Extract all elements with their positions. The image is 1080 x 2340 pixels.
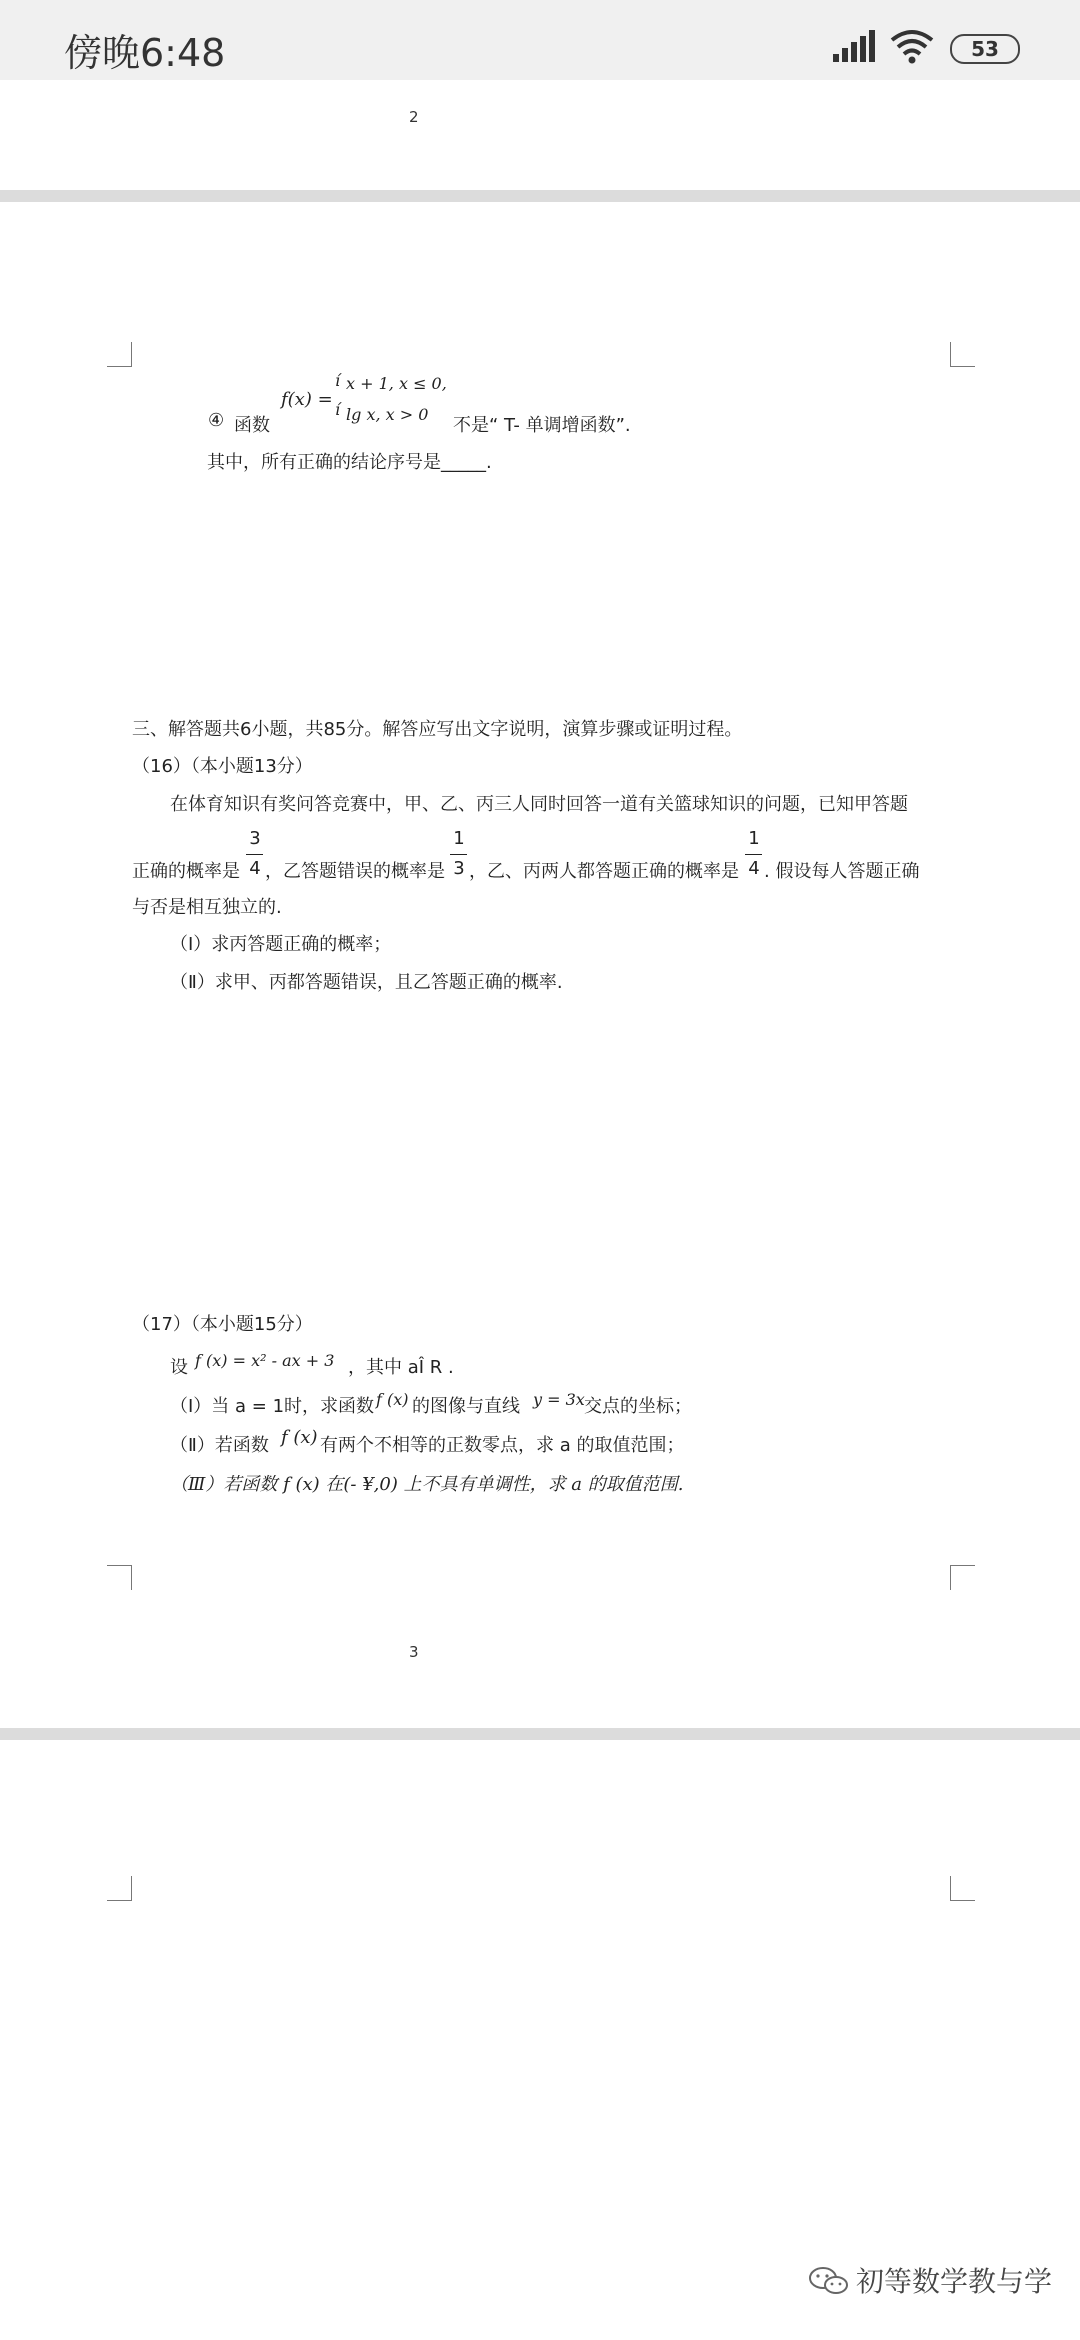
- status-time: 傍晚6:48: [64, 31, 226, 75]
- math-expression: y = 3x: [533, 1390, 585, 1409]
- answer-prompt: 其中，所有正确的结论序号是_____.: [207, 452, 492, 473]
- item-label: 函数: [234, 415, 270, 436]
- fraction-numerator: 1: [453, 828, 465, 849]
- question-16-text: 正确的概率是: [132, 861, 240, 882]
- crop-mark: [950, 1876, 975, 1901]
- page-number: 3: [409, 1643, 419, 1661]
- question-16-part-2: （Ⅱ）求甲、丙都答题错误，且乙答题正确的概率.: [170, 972, 563, 993]
- function-brace: í: [335, 400, 341, 419]
- math-expression: f (x): [281, 1427, 318, 1448]
- page-number: 2: [409, 108, 419, 126]
- cellular-signal-icon: [833, 30, 877, 62]
- fraction-bar: [246, 854, 263, 855]
- crop-mark: [950, 342, 975, 367]
- function-fx: f(x) =: [281, 389, 333, 410]
- piecewise-case-2: lg x, x > 0: [346, 405, 429, 424]
- question-17-header: （17）（本小题15分）: [132, 1314, 313, 1335]
- crop-mark: [950, 1565, 975, 1590]
- question-16-header: （16）（本小题13分）: [132, 756, 313, 777]
- question-16-text: ，乙、丙两人都答题正确的概率是: [469, 861, 739, 882]
- crop-mark: [107, 1565, 132, 1590]
- status-bar: [0, 0, 1080, 80]
- watermark: 初等数学教与学: [856, 2265, 1053, 2298]
- battery-indicator: 53: [950, 34, 1020, 64]
- item-marker: ④: [208, 410, 225, 431]
- question-17-part-1: 的图像与直线: [412, 1396, 520, 1417]
- question-16-text: . 假设每人答题正确: [764, 861, 920, 882]
- wifi-icon: [888, 28, 936, 64]
- fraction-bar: [745, 854, 762, 855]
- question-17-part-1: （Ⅰ）当 a = 1时，求函数: [170, 1396, 375, 1417]
- fraction-denominator: 3: [453, 858, 465, 879]
- fraction-denominator: 4: [249, 858, 261, 879]
- question-17-part-2: （Ⅱ）若函数: [170, 1435, 269, 1456]
- fraction-numerator: 3: [249, 828, 261, 849]
- math-expression: f (x) = x² - ax + 3: [195, 1351, 335, 1370]
- math-expression: f (x): [376, 1390, 409, 1409]
- question-16-text: 在体育知识有奖问答竞赛中，甲、乙、丙三人同时回答一道有关篮球知识的问题，已知甲答题: [170, 794, 908, 815]
- crop-mark: [107, 1876, 132, 1901]
- wechat-icon: [808, 2266, 850, 2296]
- piecewise-case-1: x + 1, x ≤ 0,: [346, 374, 447, 393]
- function-brace: í: [335, 371, 341, 390]
- question-17-part-2: 有两个不相等的正数零点，求 a 的取值范围；: [320, 1435, 685, 1456]
- page-separator: [0, 1728, 1080, 1740]
- question-17-part-3: （Ⅲ）若函数 f (x) 在(- ¥,0) 上不具有单调性，求 a 的取值范围.: [170, 1474, 684, 1495]
- fraction-numerator: 1: [748, 828, 760, 849]
- fraction-denominator: 4: [748, 858, 760, 879]
- section-heading: 三、解答题共6小题，共85分。解答应写出文字说明，演算步骤或证明过程。: [132, 719, 743, 740]
- crop-mark: [107, 342, 132, 367]
- fraction-bar: [450, 854, 467, 855]
- question-16-text: ，乙答题错误的概率是: [265, 861, 445, 882]
- question-17-part-1: 交点的坐标；: [584, 1396, 692, 1417]
- question-17-text: 设: [170, 1357, 188, 1378]
- item-tail: 不是“ T- 单调增函数”.: [453, 415, 631, 436]
- question-16-text: 与否是相互独立的.: [132, 897, 282, 918]
- page-separator: [0, 190, 1080, 202]
- question-17-text: ，其中 aÎ R .: [348, 1357, 454, 1378]
- question-16-part-1: （Ⅰ）求丙答题正确的概率；: [170, 934, 392, 955]
